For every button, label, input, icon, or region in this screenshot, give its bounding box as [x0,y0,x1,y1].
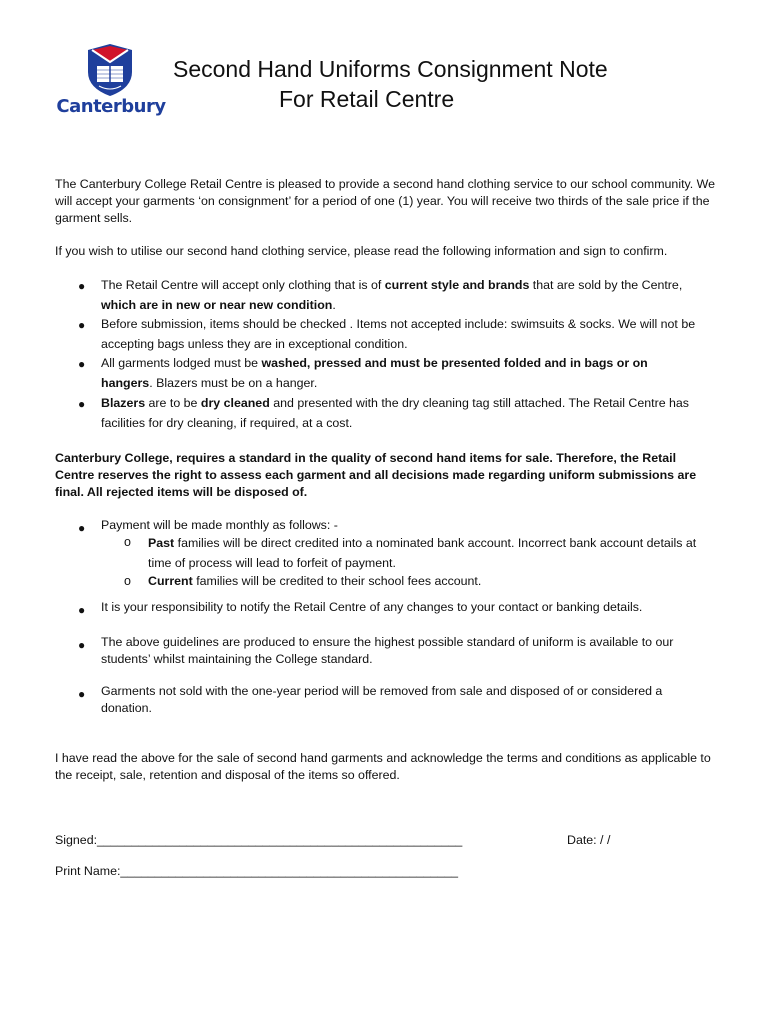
bullet-icon: ● [78,603,86,617]
bullet-icon: ● [78,687,86,701]
logo-wordmark: Canterbury [56,96,166,117]
bullet-icon: ● [78,638,86,652]
payment-past: Past families will be direct credited into a nominated bank account. Incorrect bank account details at time of process will lead to forfeit of payment. [148,536,697,570]
sub-bullet-icon: o [124,574,131,588]
bullet-icon: ● [78,397,86,411]
payment-current: Current families will be credited to their school fees account. [148,574,482,588]
bullet-icon: ● [78,318,86,332]
intro-paragraph: The Canterbury College Retail Centre is pleased to provide a second hand clothing service to our school community. We will accept your garments ‘on consignment’ for a period of one (1) year. You will receive two thirds of the sale price if the garment sells. [55,177,716,225]
signature-field[interactable]: Signed:_____________________________________________________ [55,833,463,847]
list-item: The Retail Centre will accept only clothing that is of current style and brands that are sold by the Centre, which are in new or near new condition. [101,278,683,312]
acknowledgement-paragraph: I have read the above for the sale of second hand garments and acknowledge the terms and conditions as applicable to the receipt, sale, retention and disposal of the items so offered. [55,751,711,782]
page-title-line1: Second Hand Uniforms Consignment Note [173,56,608,82]
list-item: It is your responsibility to notify the Retail Centre of any changes to your contact or banking details. [101,600,643,614]
list-item: Blazers are to be dry cleaned and presented with the dry cleaning tag still attached. The Retail Centre has facilities for dry cleaning, if required, at a cost. [101,396,690,430]
list-item: The above guidelines are produced to ensure the highest possible standard of uniform is available to our students’ whilst maintaining the College standard. [101,635,674,666]
college-logo [52,42,170,122]
bullet-icon: ● [78,357,86,371]
list-item: Before submission, items should be checked . Items not accepted include: swimsuits & socks. We will not be accepting bags unless they are in exceptional condition. [101,317,696,351]
bullet-icon: ● [78,521,86,535]
list-item: Garments not sold with the one-year period will be removed from sale and disposed of or considered a donation. [101,684,663,715]
payment-intro: Payment will be made monthly as follows: - [101,518,338,532]
bullet-icon: ● [78,279,86,293]
page-title-line2: For Retail Centre [279,86,455,112]
sub-bullet-icon: o [124,535,131,549]
list-item: All garments lodged must be washed, pressed and must be presented folded and in bags or on hangers. Blazers must be on a hanger. [101,356,648,390]
crest-icon [85,42,135,98]
instruction-paragraph: If you wish to utilise our second hand clothing service, please read the following information and sign to confirm. [55,244,668,258]
date-field[interactable]: Date: / / [567,833,611,847]
print-name-field[interactable]: Print Name:_________________________________________________ [55,864,459,878]
quality-notice: Canterbury College, requires a standard in the quality of second hand items for sale. Therefore, the Retail Centre reserves the right to assess each garment and all decisions made regarding uniform submissions are final. All rejected items will be disposed of. [55,451,697,499]
